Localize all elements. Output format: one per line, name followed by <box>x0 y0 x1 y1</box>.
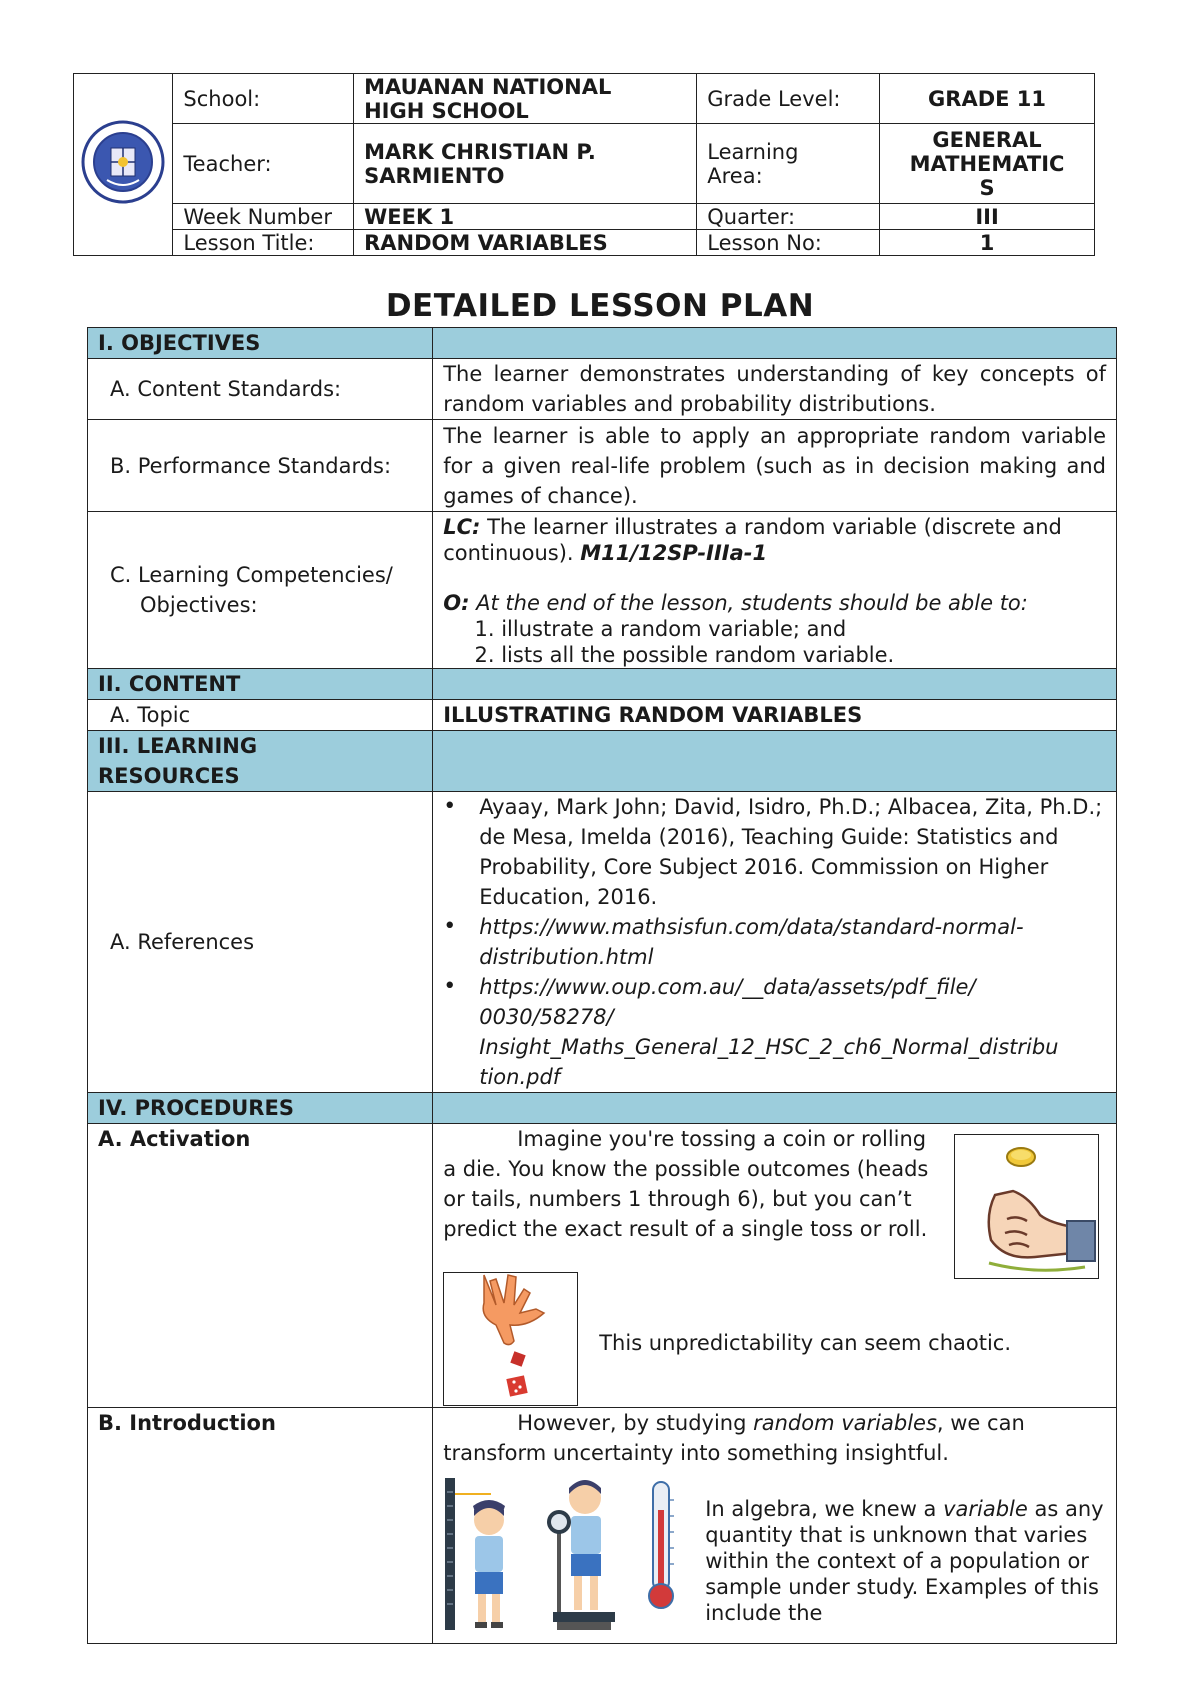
week-label: Week Number <box>173 204 354 230</box>
procedures-heading: IV. PROCEDURES <box>88 1093 433 1124</box>
introduction-cell <box>433 1408 1117 1644</box>
learning-competencies-label: C. Learning Competencies/ Objectives: <box>88 512 433 669</box>
deped-seal-icon <box>81 120 165 204</box>
page-title: DETAILED LESSON PLAN <box>385 288 815 324</box>
reference-link[interactable]: • https://www.mathsisfun.com/data/standard-normal- distribution.html <box>479 912 1106 972</box>
references-list <box>443 792 1106 1092</box>
performance-standards-label: B. Performance Standards: <box>88 420 433 512</box>
school-value: MAUANAN NATIONAL HIGH SCHOOL <box>354 74 697 124</box>
algebra-variable-text: In algebra, we knew a variable as any quantity that is unknown that varies within the context of a population or sample under study. Examples of this include the <box>705 1497 1104 1625</box>
topic-value: ILLUSTRATING RANDOM VARIABLES <box>433 700 1117 731</box>
school-label: School: <box>173 74 354 124</box>
quarter-value: III <box>880 204 1095 230</box>
content-standards-text: The learner demonstrates understanding of key concepts of random variables and probability distributions. <box>433 359 1117 420</box>
activation-note: This unpredictability can seem chaotic. <box>599 1331 1012 1355</box>
thermometer-icon <box>644 1480 678 1612</box>
deped-logo-cell <box>74 74 173 256</box>
coin-toss-image <box>954 1134 1099 1279</box>
teacher-label: Teacher: <box>173 124 354 204</box>
lesson-plan-table <box>87 327 1117 1644</box>
objectives-heading: I. OBJECTIVES <box>88 328 433 359</box>
lesson-no-value: 1 <box>880 230 1095 256</box>
introduction-label: B. Introduction <box>88 1408 433 1644</box>
content-heading: II. CONTENT <box>88 669 433 700</box>
lesson-title-value: RANDOM VARIABLES <box>354 230 697 256</box>
references-list-cell <box>433 792 1117 1093</box>
learning-area-value: GENERAL MATHEMATIC S <box>880 124 1095 204</box>
activation-cell <box>433 1124 1117 1408</box>
objective-item: 1. illustrate a random variable; and <box>501 616 1106 642</box>
reference-link[interactable]: • https://www.oup.com.au/__data/assets/pdf_file/ 0030/58278/ Insight_Maths_General_12_HSC_2_ch6_Normal_distribu tion.pdf <box>479 972 1106 1092</box>
content-standards-label: A. Content Standards: <box>88 359 433 420</box>
grade-level-label: Grade Level: <box>697 74 880 124</box>
lesson-title-label: Lesson Title: <box>173 230 354 256</box>
quarter-label: Quarter: <box>697 204 880 230</box>
learning-area-label: Learning Area: <box>697 124 880 204</box>
performance-standards-text: The learner is able to apply an appropriate random variable for a given real-life problem (such as in decision making and games of chance). <box>433 420 1117 512</box>
week-value: WEEK 1 <box>354 204 697 230</box>
coin-toss-icon <box>955 1135 1098 1278</box>
topic-label: A. Topic <box>88 700 433 731</box>
references-label: A. References <box>88 792 433 1093</box>
dice-drop-image <box>443 1272 578 1406</box>
grade-level-value: GRADE 11 <box>880 74 1095 124</box>
dice-hand-icon <box>444 1273 577 1405</box>
measurement-illustration <box>443 1472 675 1642</box>
objective-list <box>443 616 1106 668</box>
school-header-table <box>73 73 1095 256</box>
learning-resources-heading: III. LEARNING RESOURCES <box>88 731 433 792</box>
objective-item: 2. lists all the possible random variable. <box>501 642 1106 668</box>
learning-competencies-text: LC: The learner illustrates a random variable (discrete and continuous). M11/12SP-IIIa-1 O: At the end of the lesson, students should be able to: 1. illustrate a random variable; and 2. lists all the possible random variable. <box>433 512 1117 669</box>
lesson-no-label: Lesson No: <box>697 230 880 256</box>
teacher-value: MARK CHRISTIAN P. SARMIENTO <box>354 124 697 204</box>
introduction-text: However, by studying random variables, we can transform uncertainty into something insightful. <box>443 1411 1025 1465</box>
reference-item: • Ayaay, Mark John; David, Isidro, Ph.D.; Albacea, Zita, Ph.D.; de Mesa, Imelda (2016), Teaching Guide: Statistics and Probability, Core Subject 2016. Commission on Higher Education, 2016. <box>479 792 1106 912</box>
activation-text: Imagine you're tossing a coin or rolling a die. You know the possible outcomes (heads or tails, numbers 1 through 6), but you can’t predict the exact result of a single toss or roll. <box>443 1127 929 1241</box>
activation-label: A. Activation <box>88 1124 433 1408</box>
